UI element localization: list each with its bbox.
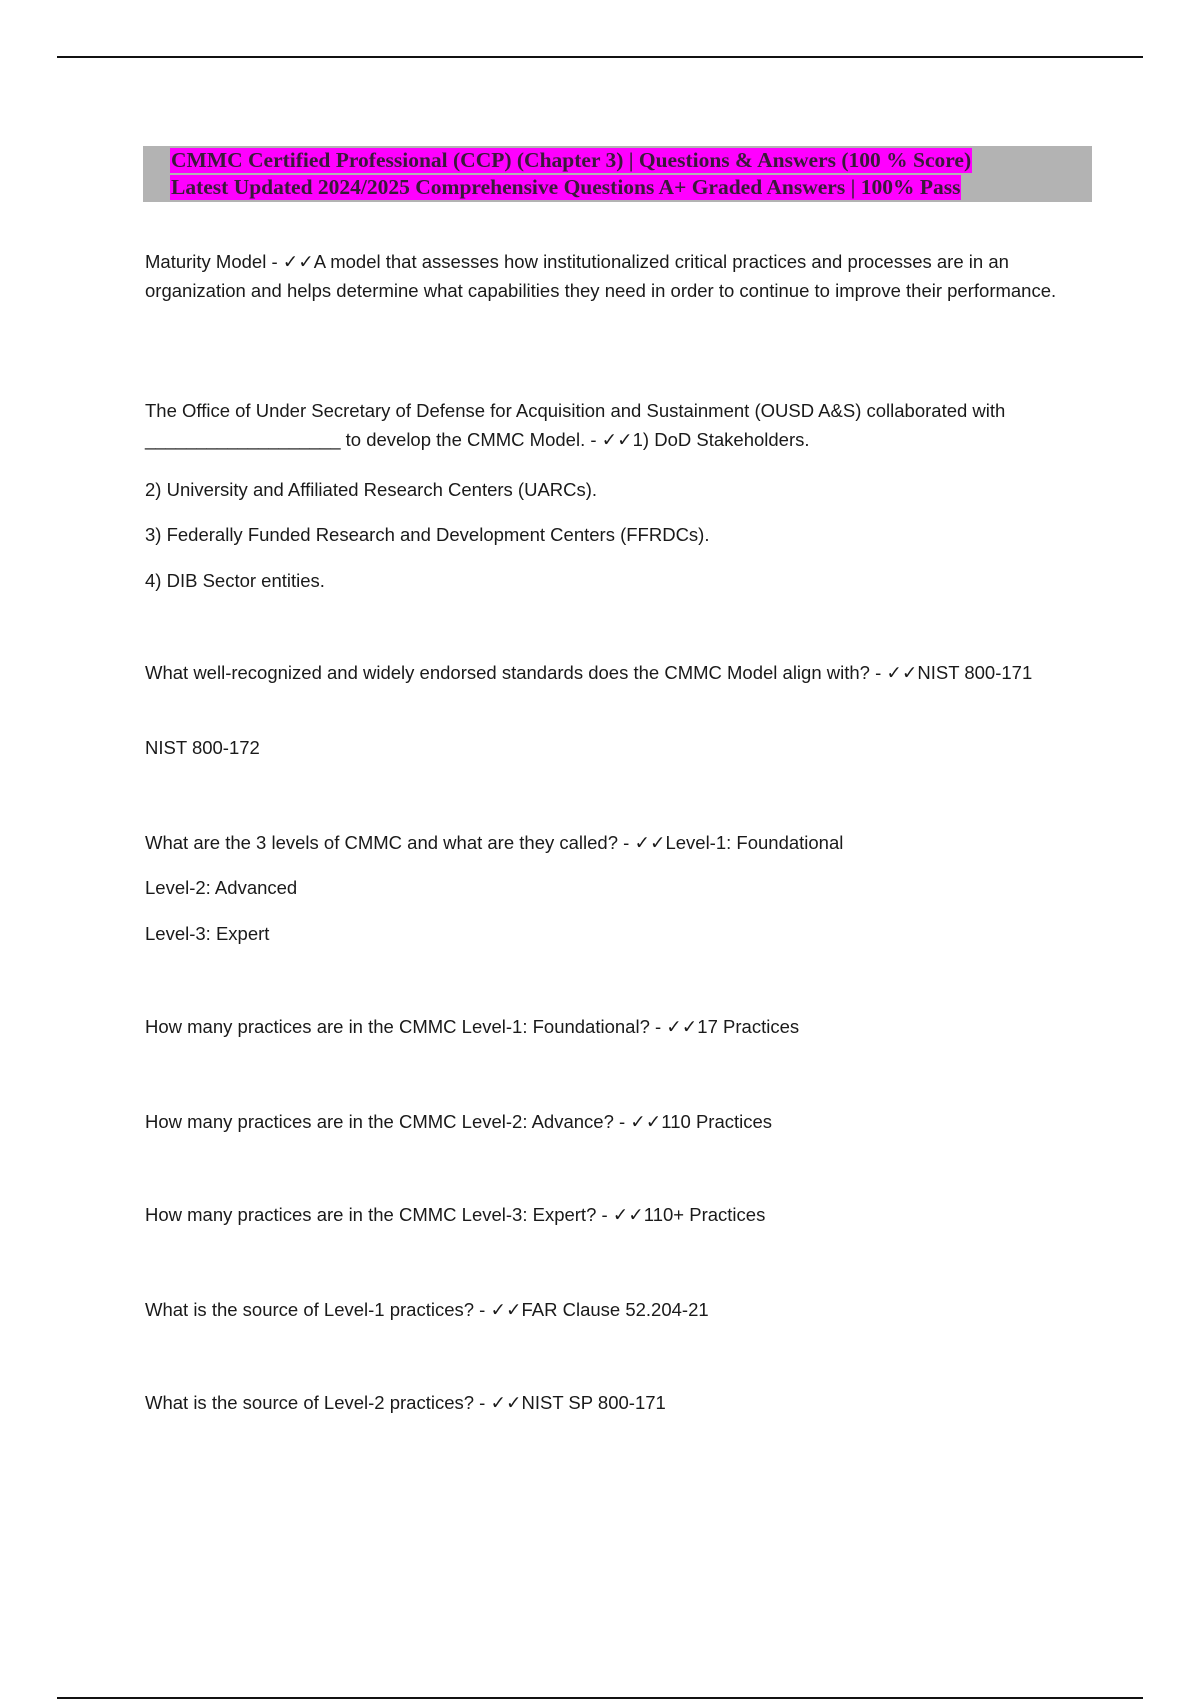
list-item: NIST 800-172 bbox=[145, 737, 260, 758]
document-title-line-2: Latest Updated 2024/2025 Comprehensive Questions A+ Graded Answers | 100% Pass bbox=[171, 175, 961, 199]
list-item: 2) University and Affiliated Research Centers (UARCs). bbox=[145, 479, 598, 500]
qa-paragraph-level-2-source: What is the source of Level-2 practices? - ✓✓NIST SP 800-171 bbox=[145, 1392, 666, 1413]
qa-paragraph-level-3-practices: How many practices are in the CMMC Level-3: Expert? - ✓✓110+ Practices bbox=[145, 1204, 766, 1225]
list-item: 3) Federally Funded Research and Development Centers (FFRDCs). bbox=[145, 524, 710, 545]
bottom-rule bbox=[57, 1697, 1143, 1699]
qa-paragraph-levels: What are the 3 levels of CMMC and what are they called? - ✓✓Level-1: Foundational bbox=[145, 832, 844, 853]
document-title-line-1: CMMC Certified Professional (CCP) (Chapter 3) | Questions & Answers (100 % Score) bbox=[171, 148, 972, 172]
top-rule bbox=[57, 56, 1143, 58]
qa-paragraph-level-2-practices: How many practices are in the CMMC Level-2: Advance? - ✓✓110 Practices bbox=[145, 1111, 773, 1132]
list-item: Level-2: Advanced bbox=[145, 877, 298, 898]
list-item: 4) DIB Sector entities. bbox=[145, 570, 325, 591]
qa-paragraph-maturity-model: Maturity Model - ✓✓A model that assesses how institutionalized critical practices and processes are in an organization and helps determine what capabilities they need in order to continue to improve their performance. bbox=[145, 251, 1057, 301]
qa-paragraph-level-1-practices: How many practices are in the CMMC Level-1: Foundational? - ✓✓17 Practices bbox=[145, 1016, 800, 1037]
qa-paragraph-level-1-source: What is the source of Level-1 practices? - ✓✓FAR Clause 52.204-21 bbox=[145, 1299, 709, 1320]
list-item: Level-3: Expert bbox=[145, 923, 270, 944]
qa-paragraph-ousd-collaboration: The Office of Under Secretary of Defense for Acquisition and Sustainment (OUSD A&S) collaborated with ___________________ to develop the CMMC Model. - ✓✓1) DoD Stakeholders. bbox=[145, 400, 1006, 450]
qa-paragraph-standards: What well-recognized and widely endorsed standards does the CMMC Model align with? - ✓✓NIST 800-171 bbox=[145, 662, 1033, 683]
